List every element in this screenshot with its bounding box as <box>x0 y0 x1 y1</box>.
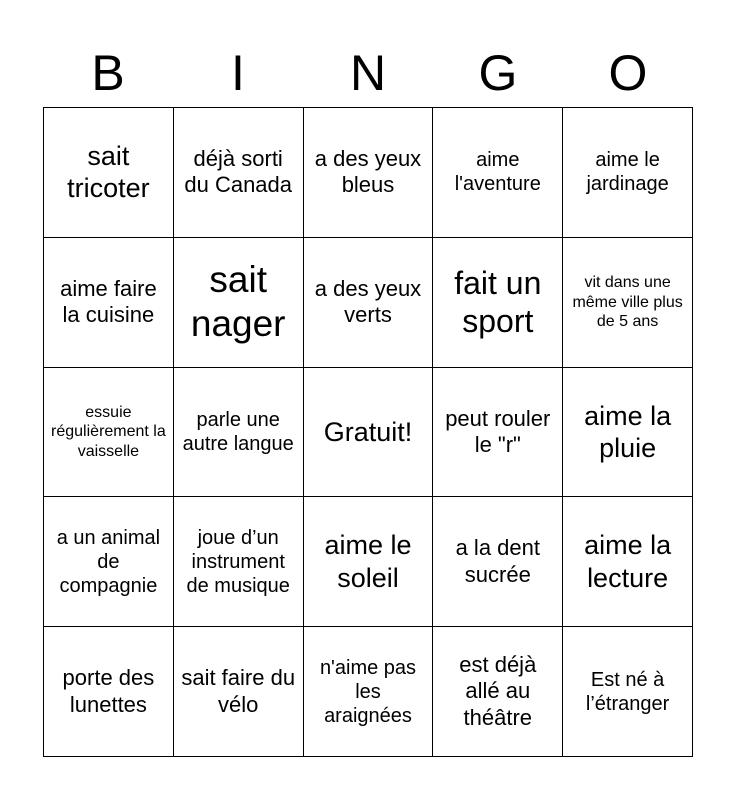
header-letter-g: G <box>478 45 518 101</box>
bingo-cell-free[interactable]: Gratuit! <box>304 368 434 498</box>
bingo-cell[interactable]: sait tricoter <box>44 108 174 238</box>
header-letter-n: N <box>349 45 387 101</box>
bingo-cell[interactable]: a des yeux verts <box>304 238 434 368</box>
bingo-cell[interactable]: déjà sorti du Canada <box>174 108 304 238</box>
bingo-cell[interactable]: est déjà allé au théâtre <box>433 627 563 757</box>
bingo-cell[interactable]: porte des lunettes <box>44 627 174 757</box>
bingo-cell[interactable]: aime l'aventure <box>433 108 563 238</box>
bingo-cell[interactable]: parle une autre langue <box>174 368 304 498</box>
bingo-grid <box>43 107 693 757</box>
bingo-cell[interactable]: a des yeux bleus <box>304 108 434 238</box>
bingo-cell[interactable]: sait faire du vélo <box>174 627 304 757</box>
bingo-cell[interactable]: a un animal de compagnie <box>44 497 174 627</box>
bingo-cell[interactable]: Est né à l’étranger <box>563 627 693 757</box>
bingo-header <box>43 40 693 106</box>
header-letter-b: B <box>91 45 125 101</box>
header-letter-o: O <box>608 45 648 101</box>
bingo-cell[interactable]: aime le soleil <box>304 497 434 627</box>
bingo-cell[interactable]: vit dans une même ville plus de 5 ans <box>563 238 693 368</box>
header-letter-i: I <box>231 45 245 101</box>
bingo-cell[interactable]: aime la lecture <box>563 497 693 627</box>
bingo-cell[interactable]: peut rouler le "r" <box>433 368 563 498</box>
bingo-cell[interactable]: aime faire la cuisine <box>44 238 174 368</box>
bingo-cell[interactable]: joue d’un instrument de musique <box>174 497 304 627</box>
bingo-cell[interactable]: fait un sport <box>433 238 563 368</box>
bingo-cell[interactable]: aime la pluie <box>563 368 693 498</box>
bingo-cell[interactable]: a la dent sucrée <box>433 497 563 627</box>
bingo-cell[interactable]: essuie régulièrement la vaisselle <box>44 368 174 498</box>
bingo-cell[interactable]: sait nager <box>174 238 304 368</box>
bingo-cell[interactable]: n'aime pas les araignées <box>304 627 434 757</box>
bingo-cell[interactable]: aime le jardinage <box>563 108 693 238</box>
